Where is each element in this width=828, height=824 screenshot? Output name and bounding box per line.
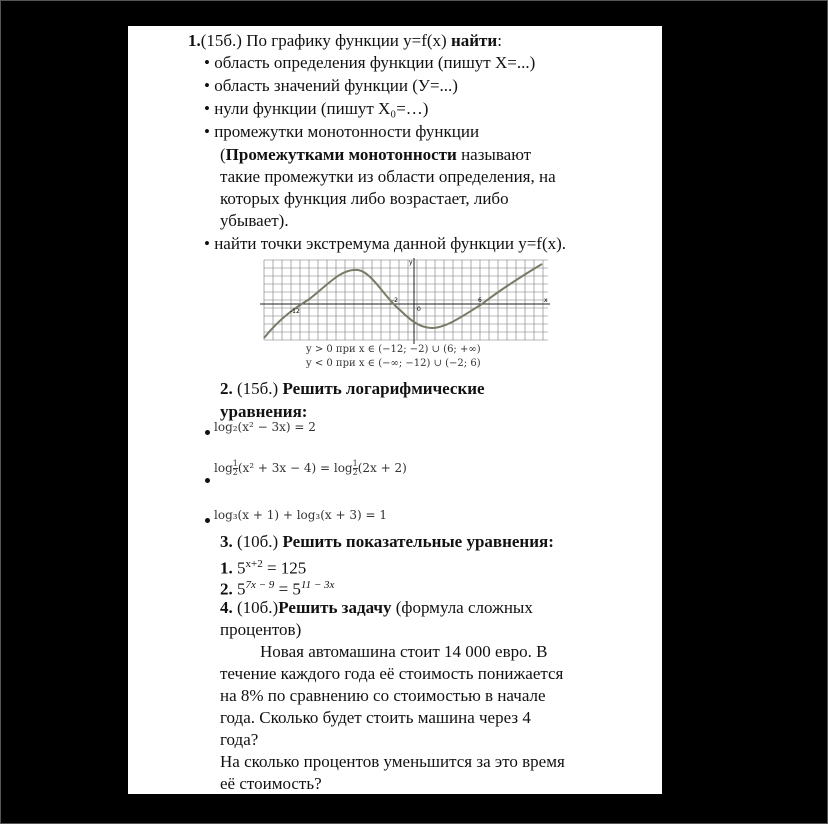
log-equation-1: log₂(x² − 3x) = 2: [214, 420, 316, 434]
graph-condition-positive: y > 0 при x ∈ (−12; −2) ∪ (6; +∞): [306, 344, 481, 355]
task4-text-line5: года?: [220, 730, 259, 749]
tick-six: 6: [478, 297, 482, 304]
y-axis-label: y: [409, 259, 413, 266]
task4-text-line1: Новая автомашина стоит 14 000 евро. В: [260, 642, 548, 661]
task1-definition-line1: (Промежутками монотонности называют: [220, 145, 532, 164]
log-equation-3: log₃(x + 1) + log₃(x + 3) = 1: [214, 508, 388, 522]
task4-text-line2: течение каждого года её стоимость понижается: [220, 664, 564, 683]
origin-label: 0: [417, 306, 421, 313]
task1-definition-line2: такие промежутки из области определения, на: [220, 167, 556, 186]
task4-heading: 4. (10б.)Решить задачу (формула сложных: [220, 598, 533, 617]
tick-minus12: -12: [290, 308, 300, 315]
bullet: [205, 478, 210, 483]
bullet: [205, 518, 210, 523]
task4-text-line6: На сколько процентов уменьшится за это время: [220, 752, 565, 771]
task1-heading: 1.(15б.) По графику функции y=f(x) найти:: [188, 31, 502, 50]
task4-text-line7: её стоимость?: [220, 774, 322, 793]
tick-minus2: -2: [392, 297, 398, 304]
x-axis-label: x: [544, 297, 548, 304]
function-curve: [264, 264, 542, 338]
bullet: [205, 430, 210, 435]
task1-item-extrema: • найти точки экстремума данной функции y=f(x).: [204, 234, 567, 253]
task1-item-zeros: • нули функции (пишут X₀=…): [204, 99, 429, 118]
document-page: [128, 26, 662, 794]
graph-condition-negative: y < 0 при x ∈ (−∞; −12) ∪ (−2; 6): [306, 358, 481, 369]
task2-heading-line2: уравнения:: [220, 402, 308, 421]
task1-item-monotonic: • промежутки монотонности функции: [204, 122, 480, 141]
log-equation-2: log $\frac{1}{2}$ (x² + 3x − 4) = log $\frac{1}{2}$ (2x + 2): [214, 459, 407, 477]
function-graph: [260, 258, 552, 344]
task1-definition-line4: убывает).: [220, 211, 289, 230]
exp-equation-1: 1. $5^{x+2} = 125$: [220, 558, 307, 578]
exp-equation-2: 2. $5^{7x - 9} = 5^{11 - 3x}$: [220, 579, 335, 599]
task1-item-domain: • область определения функции (пишут X=...): [204, 53, 536, 72]
task1-definition-line3: которых функция либо возрастает, либо: [220, 189, 509, 208]
task2-heading: 2. (15б.) Решить логарифмические: [220, 379, 485, 398]
task4-text-line4: года. Сколько будет стоить машина через 4: [220, 708, 531, 727]
task4-text-line3: на 8% по сравнению со стоимостью в начале: [220, 686, 546, 705]
task3-heading: 3. (10б.) Решить показательные уравнения:: [220, 532, 554, 551]
task4-heading-line2: процентов): [220, 620, 302, 639]
task1-item-range: • область значений функции (У=...): [204, 76, 458, 95]
